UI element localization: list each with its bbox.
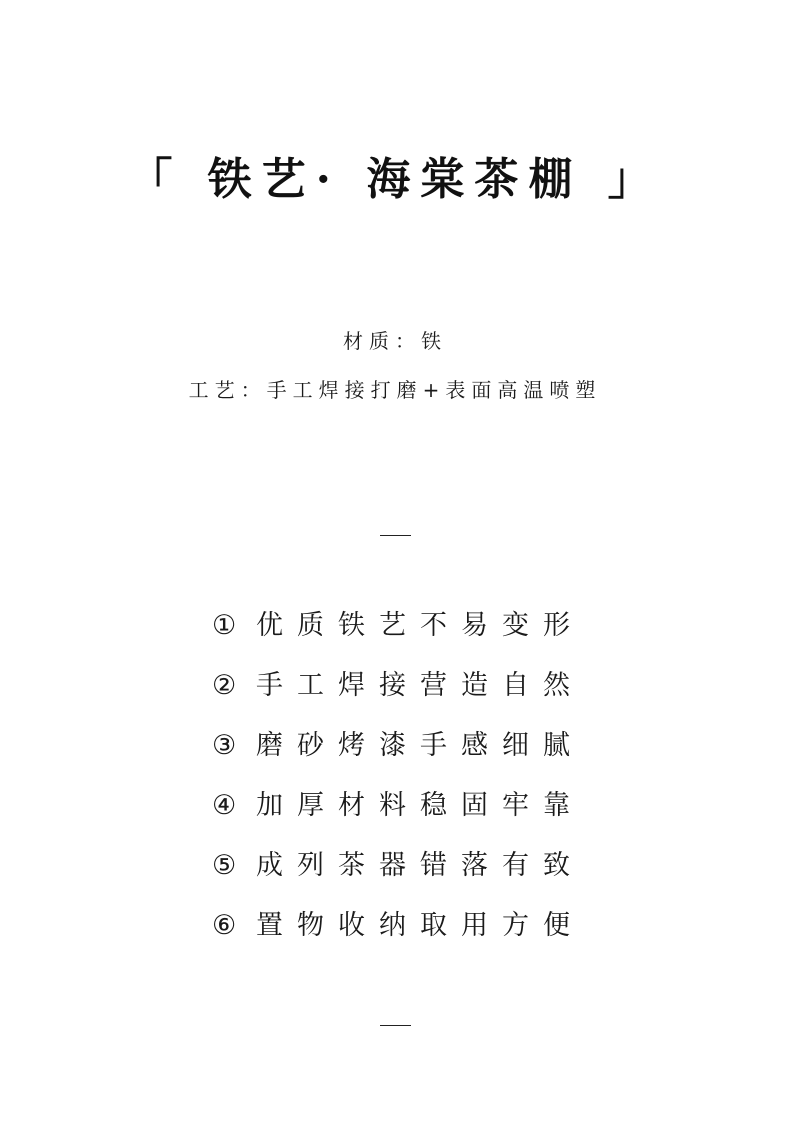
feature-item — [212, 726, 612, 786]
feature-item — [212, 786, 612, 846]
feature-number: ⑤ — [212, 850, 237, 881]
feature-text: 加厚材料稳固牢靠 — [256, 790, 584, 821]
feature-number: ② — [212, 670, 237, 701]
feature-number: ④ — [212, 790, 237, 821]
feature-item — [212, 606, 612, 666]
feature-item — [212, 666, 612, 726]
feature-number: ① — [212, 610, 237, 641]
feature-list — [212, 606, 612, 966]
divider-top — [380, 535, 411, 536]
feature-item — [212, 846, 612, 906]
material-spec: 材质：铁 — [343, 329, 447, 353]
feature-item — [212, 906, 612, 966]
feature-text: 置物收纳取用方便 — [256, 910, 584, 941]
product-title: 「 铁艺· 海棠茶棚 」 — [128, 154, 662, 205]
feature-number: ⑥ — [212, 910, 237, 941]
feature-text: 磨砂烤漆手感细腻 — [256, 730, 584, 761]
feature-text: 优质铁艺不易变形 — [256, 610, 584, 641]
craft-spec: 工艺：手工焊接打磨+表面高温喷塑 — [188, 378, 602, 402]
feature-text: 成列茶器错落有致 — [256, 850, 584, 881]
feature-text: 手工焊接营造自然 — [256, 670, 584, 701]
divider-bottom — [380, 1025, 411, 1026]
feature-number: ③ — [212, 730, 237, 761]
